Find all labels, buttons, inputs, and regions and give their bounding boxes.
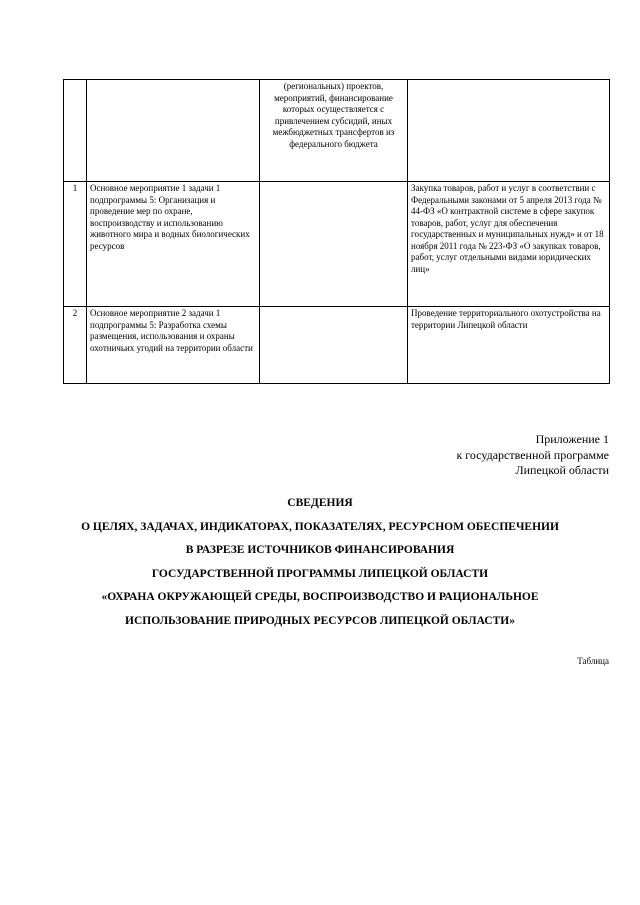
result-cell: Закупка товаров, работ и услуг в соответствии с Федеральными законами от 5 апреля 2013 года № 44-ФЗ «О контрактной системе в сфере закупок товаров, работ, услуг для обеспечения государственных и муниципальных нужд» и от 18 ноября 2011 года № 223-ФЗ «О закупках товаров, работ, услуг отдельными видами юридических лиц» (408, 182, 610, 307)
table-row (64, 182, 610, 307)
row-number (64, 80, 87, 182)
result-cell (408, 80, 610, 182)
funding-cell (260, 307, 408, 384)
heading-line: В РАЗРЕЗЕ ИСТОЧНИКОВ ФИНАНСИРОВАНИЯ (185, 544, 455, 556)
table-label: Таблица (577, 656, 609, 666)
table-row (64, 307, 610, 384)
result-cell: Проведение территориального охотустройства на территории Липецкой области (408, 307, 610, 384)
appendix-line: к государственной программе (456, 447, 609, 462)
appendix-line: Приложение 1 (535, 432, 609, 446)
row-number: 2 (64, 307, 87, 384)
heading-line: ИСПОЛЬЗОВАНИЕ ПРИРОДНЫХ РЕСУРСОВ ЛИПЕЦКОЙ ОБЛАСТИ» (125, 614, 515, 627)
document-heading (0, 492, 640, 633)
event-cell: Основное мероприятие 1 задачи 1 подпрограммы 5: Организация и проведение мер по охране, воспроизводству и использованию животного мира и водных биологических ресурсов (87, 182, 260, 307)
table-row (64, 80, 610, 182)
heading-line: О ЦЕЛЯХ, ЗАДАЧАХ, ИНДИКАТОРАХ, ПОКАЗАТЕЛЯХ, РЕСУРСНОМ ОБЕСПЕЧЕНИИ (81, 520, 559, 533)
heading-line: «ОХРАНА ОКРУЖАЮЩЕЙ СРЕДЫ, ВОСПРОИЗВОДСТВО И РАЦИОНАЛЬНОЕ (101, 591, 539, 603)
funding-cell: (региональных) проектов, мероприятий, финансирование которых осуществляется с привлечением субсидий, иных межбюджетных трансфертов из федерального бюджета (260, 80, 408, 182)
event-cell: Основное мероприятие 2 задачи 1 подпрограммы 5: Разработка схемы размещения, использования и охраны охотничьих угодий на территории области (87, 307, 260, 384)
row-number: 1 (64, 182, 87, 307)
heading-line: ГОСУДАРСТВЕННОЙ ПРОГРАММЫ ЛИПЕЦКОЙ ОБЛАСТИ (151, 567, 489, 580)
appendix-line: Липецкой области (515, 463, 609, 477)
funding-cell (260, 182, 408, 307)
event-cell (87, 80, 260, 182)
events-table (63, 79, 610, 384)
appendix-note (456, 432, 609, 479)
heading-line: СВЕДЕНИЯ (287, 497, 353, 509)
